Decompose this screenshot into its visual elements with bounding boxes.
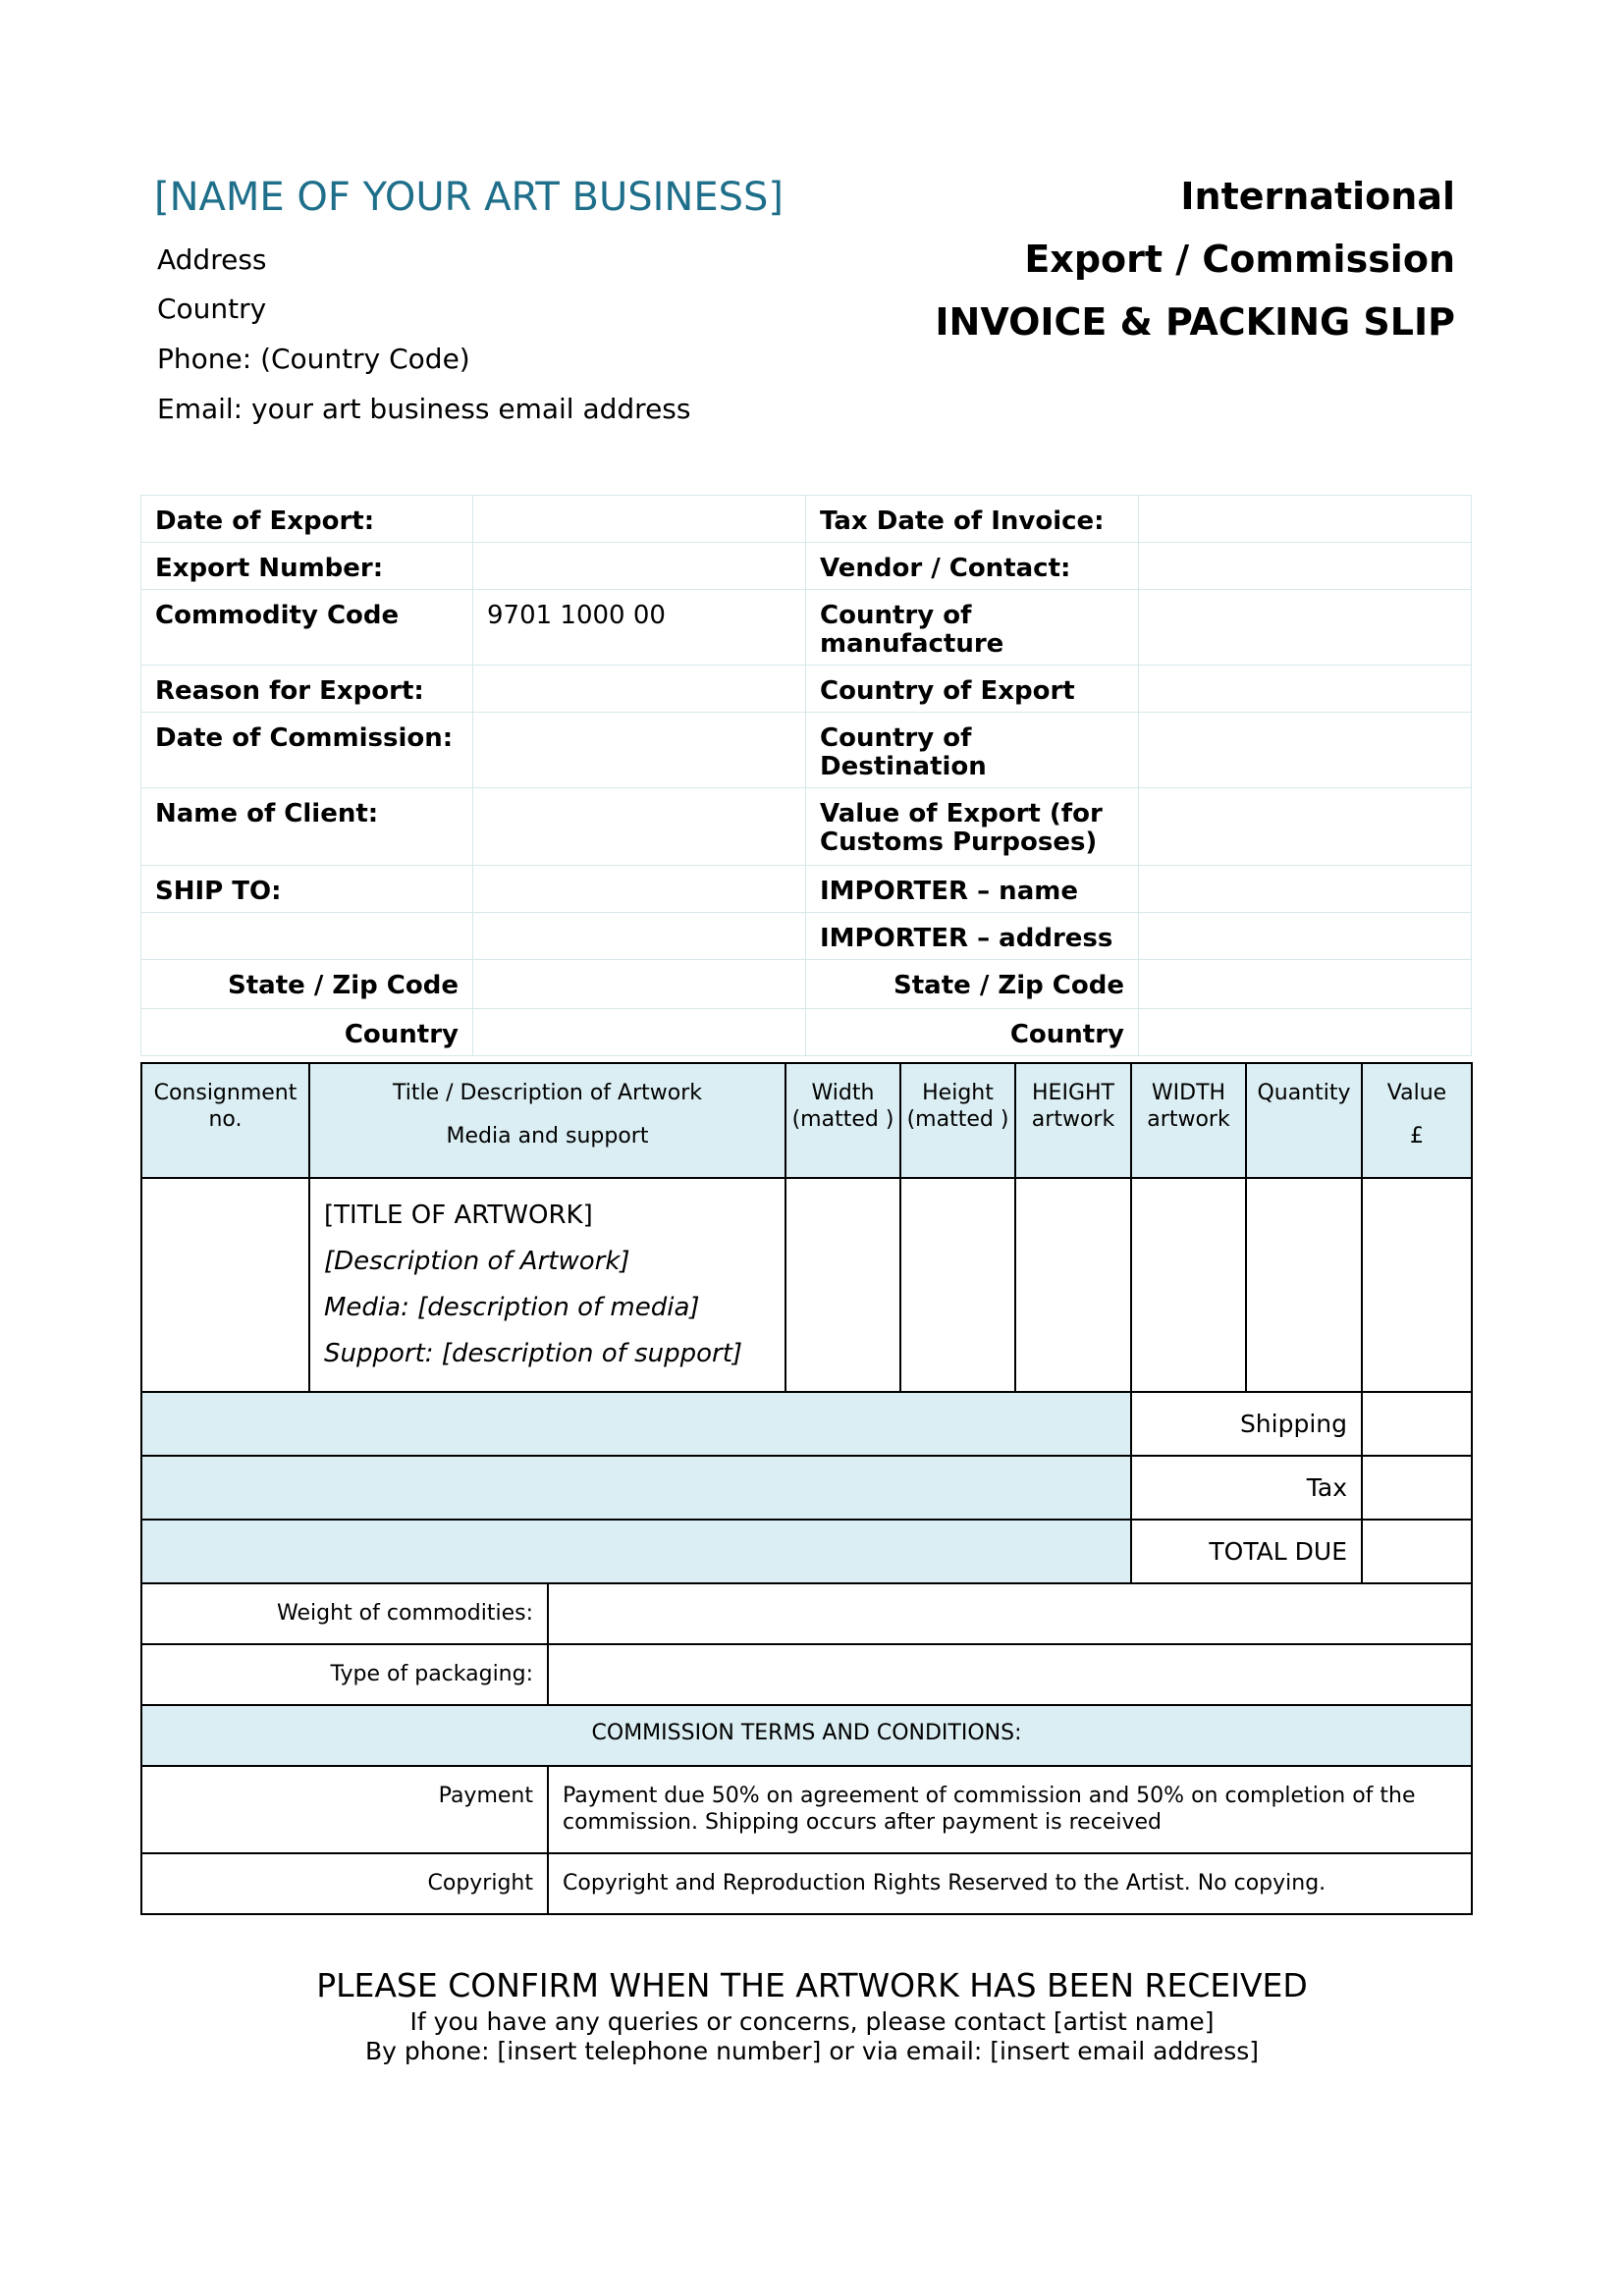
- info-label: IMPORTER – name: [806, 866, 1139, 913]
- info-label: Date of Commission:: [141, 713, 473, 788]
- business-name: [NAME OF YOUR ART BUSINESS]: [154, 175, 784, 220]
- info-row: [141, 1009, 1472, 1056]
- artwork-header-row: [141, 1063, 1472, 1178]
- weight-value[interactable]: [548, 1583, 1472, 1644]
- info-label: Country: [141, 1009, 473, 1056]
- info-value[interactable]: [1139, 496, 1472, 543]
- info-value[interactable]: [1139, 713, 1472, 788]
- shipping-value[interactable]: [1362, 1392, 1472, 1456]
- packaging-value[interactable]: [548, 1644, 1472, 1705]
- summary-filler: [141, 1392, 1131, 1456]
- col-quantity: Quantity: [1246, 1063, 1362, 1178]
- payment-row: [141, 1766, 1472, 1853]
- artwork-title: [TITLE OF ARTWORK]: [324, 1201, 593, 1230]
- info-value[interactable]: [473, 666, 806, 713]
- info-row: [141, 960, 1472, 1009]
- col-value: [1362, 1063, 1472, 1178]
- tax-row: [141, 1456, 1472, 1520]
- info-value[interactable]: [473, 713, 806, 788]
- info-value[interactable]: [1139, 543, 1472, 590]
- business-email: Email: your art business email address: [157, 393, 691, 425]
- info-label: Country: [806, 1009, 1139, 1056]
- col-width-artwork: WIDTH artwork: [1131, 1063, 1246, 1178]
- quantity-cell[interactable]: [1246, 1178, 1362, 1392]
- info-label: State / Zip Code: [806, 960, 1139, 1009]
- artwork-media: Media: [description of media]: [324, 1293, 700, 1322]
- tax-label: Tax: [1131, 1456, 1362, 1520]
- info-label: Reason for Export:: [141, 666, 473, 713]
- info-value[interactable]: [473, 1009, 806, 1056]
- col-height-matted: Height (matted ): [900, 1063, 1015, 1178]
- info-row: [141, 713, 1472, 788]
- summary-filler: [141, 1456, 1131, 1520]
- info-value[interactable]: [473, 913, 806, 960]
- info-row: [141, 788, 1472, 866]
- height-matted-cell[interactable]: [900, 1178, 1015, 1392]
- info-label: Country of manufacture: [806, 590, 1139, 666]
- info-value[interactable]: [473, 543, 806, 590]
- shipping-row: [141, 1392, 1472, 1456]
- info-value[interactable]: [1139, 913, 1472, 960]
- info-value[interactable]: [1139, 1009, 1472, 1056]
- info-value[interactable]: [1139, 866, 1472, 913]
- info-row: [141, 590, 1472, 666]
- packaging-label: Type of packaging:: [141, 1644, 548, 1705]
- business-country: Country: [157, 293, 267, 325]
- info-row: [141, 496, 1472, 543]
- confirm-receipt-notice: PLEASE CONFIRM WHEN THE ARTWORK HAS BEEN RECEIVED: [316, 1966, 1308, 2004]
- col-height-artwork: HEIGHT artwork: [1015, 1063, 1131, 1178]
- shipping-label: Shipping: [1131, 1392, 1362, 1456]
- copyright-terms: Copyright and Reproduction Rights Reserved to the Artist. No copying.: [548, 1853, 1472, 1914]
- info-label: Tax Date of Invoice:: [806, 496, 1139, 543]
- info-row: [141, 866, 1472, 913]
- copyright-row: [141, 1853, 1472, 1914]
- col-title-line1: Title / Description of Artwork: [393, 1081, 702, 1105]
- artwork-support: Support: [description of support]: [324, 1339, 743, 1368]
- info-value[interactable]: [1139, 666, 1472, 713]
- tax-value[interactable]: [1362, 1456, 1472, 1520]
- terms-heading-row: [141, 1705, 1472, 1766]
- artwork-item-row: [141, 1178, 1472, 1392]
- col-title-line2: Media and support: [446, 1124, 649, 1148]
- width-artwork-cell[interactable]: [1131, 1178, 1246, 1392]
- info-label: SHIP TO:: [141, 866, 473, 913]
- copyright-label: Copyright: [141, 1853, 548, 1914]
- info-label: Export Number:: [141, 543, 473, 590]
- contact-notice: By phone: [insert telephone number] or via email: [insert email address]: [364, 2037, 1260, 2065]
- info-value[interactable]: [473, 866, 806, 913]
- total-due-value[interactable]: [1362, 1520, 1472, 1583]
- col-value-currency: £: [1410, 1124, 1424, 1148]
- total-due-label: TOTAL DUE: [1131, 1520, 1362, 1583]
- queries-notice: If you have any queries or concerns, please contact [artist name]: [409, 2007, 1215, 2036]
- info-value[interactable]: [1139, 590, 1472, 666]
- info-row: [141, 913, 1472, 960]
- height-artwork-cell[interactable]: [1015, 1178, 1131, 1392]
- total-row: [141, 1520, 1472, 1583]
- info-label: Name of Client:: [141, 788, 473, 866]
- info-label: Vendor / Contact:: [806, 543, 1139, 590]
- payment-label: Payment: [141, 1766, 548, 1853]
- col-consignment: Consignment no.: [141, 1063, 309, 1178]
- info-label: Commodity Code: [141, 590, 473, 666]
- summary-filler: [141, 1520, 1131, 1583]
- info-row: [141, 543, 1472, 590]
- artwork-description-cell[interactable]: [309, 1178, 785, 1392]
- col-value-line1: Value: [1386, 1081, 1447, 1105]
- info-label: Value of Export (for Customs Purposes): [806, 788, 1139, 866]
- info-label: IMPORTER – address: [806, 913, 1139, 960]
- terms-heading: COMMISSION TERMS AND CONDITIONS:: [141, 1705, 1472, 1766]
- info-row: [141, 666, 1472, 713]
- col-title: [309, 1063, 785, 1178]
- artwork-description: [Description of Artwork]: [324, 1247, 630, 1276]
- consignment-cell[interactable]: [141, 1178, 309, 1392]
- business-address: Address: [157, 243, 267, 276]
- info-value[interactable]: [473, 788, 806, 866]
- info-label: Country of Destination: [806, 713, 1139, 788]
- info-value[interactable]: [473, 496, 806, 543]
- info-label: [141, 913, 473, 960]
- doc-title-line1: International: [1180, 175, 1455, 218]
- business-phone: Phone: (Country Code): [157, 343, 470, 375]
- doc-title-line2: Export / Commission: [1024, 238, 1455, 281]
- col-width-matted: Width (matted ): [785, 1063, 900, 1178]
- packaging-row: [141, 1644, 1472, 1705]
- info-label: Date of Export:: [141, 496, 473, 543]
- info-value[interactable]: [473, 960, 806, 1009]
- payment-terms: Payment due 50% on agreement of commission and 50% on completion of the commission. Shipping occurs after payment is received: [548, 1766, 1472, 1853]
- value-cell[interactable]: [1362, 1178, 1472, 1392]
- info-value[interactable]: 9701 1000 00: [473, 590, 806, 666]
- artwork-table: [140, 1062, 1473, 1915]
- export-info-grid: [140, 495, 1472, 1056]
- info-label: Country of Export: [806, 666, 1139, 713]
- info-value[interactable]: [1139, 788, 1472, 866]
- weight-row: [141, 1583, 1472, 1644]
- doc-title-line3: INVOICE & PACKING SLIP: [935, 300, 1455, 344]
- info-label: State / Zip Code: [141, 960, 473, 1009]
- width-matted-cell[interactable]: [785, 1178, 900, 1392]
- info-value[interactable]: [1139, 960, 1472, 1009]
- weight-label: Weight of commodities:: [141, 1583, 548, 1644]
